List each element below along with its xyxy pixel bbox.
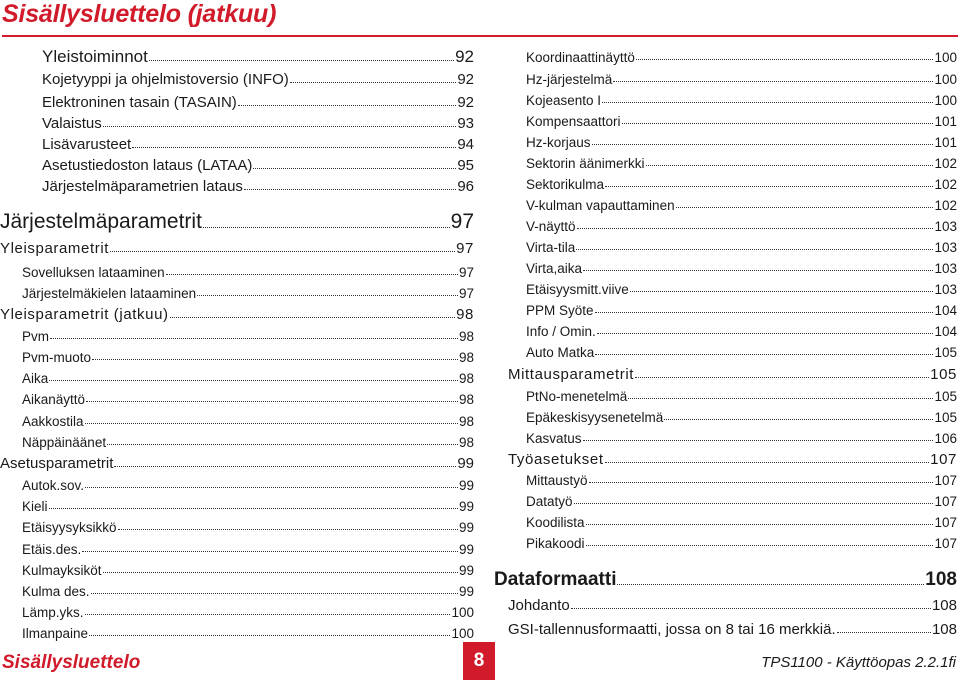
toc-entry xyxy=(526,516,957,530)
toc-entry xyxy=(526,390,957,404)
dot-leader xyxy=(110,251,455,252)
toc-entry xyxy=(22,415,474,429)
toc-entry-page: 99 xyxy=(458,541,474,557)
toc-entry-page: 102 xyxy=(934,176,957,192)
dot-leader xyxy=(253,168,456,169)
toc-entry-title: Kasvatus xyxy=(526,430,582,446)
dot-leader xyxy=(166,274,458,275)
toc-entry xyxy=(22,479,474,493)
dot-leader xyxy=(103,126,457,127)
dot-leader xyxy=(613,81,933,82)
toc-entry-page: 105 xyxy=(934,409,957,425)
toc-entry xyxy=(22,436,474,450)
toc-entry-title: Yleisparametrit (jatkuu) xyxy=(0,305,169,323)
footer-page-number: 8 xyxy=(463,642,495,680)
toc-entry-page: 107 xyxy=(930,450,957,468)
dot-leader xyxy=(85,487,458,488)
toc-entry-page: 103 xyxy=(934,260,957,276)
toc-entry-title: PPM Syöte xyxy=(526,302,594,318)
dot-leader xyxy=(837,632,931,633)
toc-entry-page: 99 xyxy=(457,454,474,472)
dot-leader xyxy=(630,291,934,292)
toc-entry xyxy=(42,48,474,65)
toc-entry-page: 92 xyxy=(455,47,474,67)
dot-leader xyxy=(132,147,456,148)
toc-entry xyxy=(22,585,474,599)
toc-entry xyxy=(526,537,957,551)
toc-entry-title: Järjestelmäparametrien lataus xyxy=(42,177,243,195)
toc-entry-page: 98 xyxy=(458,413,474,429)
toc-entry xyxy=(22,627,474,641)
toc-entry-title: Kojeasento I xyxy=(526,92,602,108)
toc-entry xyxy=(0,307,474,322)
dot-leader xyxy=(583,270,933,271)
toc-entry xyxy=(526,115,957,129)
toc-entry-title: Auto Matka xyxy=(526,344,595,360)
toc-entry xyxy=(42,72,474,87)
page-footer xyxy=(0,642,960,680)
dot-leader xyxy=(238,105,457,106)
toc-entry-title: Asetustiedoston lataus (LATAA) xyxy=(42,156,253,174)
toc-entry xyxy=(526,346,957,360)
toc-entry-page: 107 xyxy=(934,472,957,488)
toc-entry xyxy=(508,622,957,637)
toc-entry-title: Dataformaatti xyxy=(494,569,617,591)
toc-entry-title: Kojetyyppi ja ohjelmistoversio (INFO) xyxy=(42,70,289,88)
dot-leader xyxy=(605,462,930,463)
dot-leader xyxy=(576,249,933,250)
toc-entry-title: Pvm-muoto xyxy=(22,349,92,365)
toc-entry xyxy=(508,598,957,613)
dot-leader xyxy=(589,482,934,483)
toc-entry xyxy=(42,179,474,194)
toc-entry xyxy=(526,51,957,65)
dot-leader xyxy=(597,333,934,334)
toc-entry xyxy=(526,304,957,318)
dot-leader xyxy=(103,572,458,573)
title-rule xyxy=(2,35,958,37)
toc-entry-page: 100 xyxy=(934,71,957,87)
dot-leader xyxy=(82,551,458,552)
toc-entry-title: Aika xyxy=(22,370,49,386)
toc-entry-page: 99 xyxy=(458,477,474,493)
dot-leader xyxy=(646,165,934,166)
toc-entry-page: 98 xyxy=(458,328,474,344)
toc-entry-title: Epäkeskisyysenetelmä xyxy=(526,409,664,425)
toc-entry xyxy=(526,199,957,213)
toc-entry-title: Sektorikulma xyxy=(526,176,605,192)
toc-entry-title: Järjestelmäparametrit xyxy=(0,209,202,233)
toc-entry xyxy=(0,241,474,256)
toc-entry-title: Pvm xyxy=(22,328,49,344)
dot-leader xyxy=(92,359,458,360)
dot-leader xyxy=(635,377,929,378)
toc-entry-title: Virta-tila xyxy=(526,239,576,255)
toc-entry-page: 107 xyxy=(934,493,957,509)
toc-entry xyxy=(22,266,474,280)
dot-leader xyxy=(149,60,454,61)
toc-entry xyxy=(526,94,957,108)
toc-entry-page: 108 xyxy=(925,569,957,591)
toc-entry-page: 92 xyxy=(457,93,474,111)
toc-entry-title: V-näyttö xyxy=(526,218,576,234)
toc-entry xyxy=(526,262,957,276)
dot-leader xyxy=(574,503,934,504)
toc-entry xyxy=(526,241,957,255)
toc-entry xyxy=(42,137,474,152)
toc-entry-page: 108 xyxy=(931,620,957,638)
toc-entry-page: 98 xyxy=(458,349,474,365)
toc-entry-title: Kulmayksiköt xyxy=(22,562,102,578)
dot-leader xyxy=(91,593,458,594)
toc-entry xyxy=(0,456,474,471)
toc-entry-page: 105 xyxy=(930,365,957,383)
toc-entry-title: Elektroninen tasain (TASAIN) xyxy=(42,93,237,111)
toc-entry xyxy=(42,158,474,173)
dot-leader xyxy=(49,380,458,381)
toc-entry xyxy=(526,157,957,171)
toc-entry-page: 100 xyxy=(934,49,957,65)
footer-document-title: TPS1100 - Käyttöopas 2.2.1fi xyxy=(761,654,956,671)
toc-entry-title: Yleisparametrit xyxy=(0,239,110,257)
toc-entry-page: 107 xyxy=(934,514,957,530)
toc-entry xyxy=(526,474,957,488)
toc-entry xyxy=(22,393,474,407)
toc-entry-page: 105 xyxy=(934,344,957,360)
toc-entry-page: 103 xyxy=(934,218,957,234)
dot-leader xyxy=(114,466,456,467)
toc-entry xyxy=(526,432,957,446)
dot-leader xyxy=(170,317,455,318)
toc-entry-title: Virta,aika xyxy=(526,260,583,276)
dot-leader xyxy=(89,635,450,636)
toc-entry xyxy=(22,564,474,578)
toc-entry-title: Sovelluksen lataaminen xyxy=(22,264,165,280)
toc-entry xyxy=(22,330,474,344)
dot-leader xyxy=(118,529,458,530)
toc-entry-title: Asetusparametrit xyxy=(0,454,114,472)
toc-entry xyxy=(22,543,474,557)
dot-leader xyxy=(664,419,933,420)
toc-entry-page: 99 xyxy=(458,583,474,599)
toc-entry-title: Sektorin äänimerkki xyxy=(526,155,645,171)
toc-entry xyxy=(22,521,474,535)
toc-entry-page: 100 xyxy=(451,604,474,620)
toc-entry-title: Kieli xyxy=(22,498,48,514)
toc-entry-page: 104 xyxy=(934,323,957,339)
toc-entry xyxy=(526,495,957,509)
toc-entry-title: Työasetukset xyxy=(508,450,604,468)
toc-entry-title: Lämp.yks. xyxy=(22,604,84,620)
dot-leader xyxy=(50,338,458,339)
toc-entry xyxy=(22,606,474,620)
toc-entry xyxy=(0,211,474,232)
toc-entry-title: Johdanto xyxy=(508,596,570,614)
dot-leader xyxy=(628,398,933,399)
toc-entry-page: 98 xyxy=(458,370,474,386)
toc-entry xyxy=(42,116,474,131)
toc-entry-title: Info / Omin. xyxy=(526,323,596,339)
toc-entry-title: Kompensaattori xyxy=(526,113,621,129)
toc-entry-title: Datatyö xyxy=(526,493,573,509)
toc-entry-page: 97 xyxy=(456,239,474,257)
dot-leader xyxy=(86,401,458,402)
toc-entry-title: Etäisyysyksikkö xyxy=(22,519,117,535)
toc-entry-title: Pikakoodi xyxy=(526,535,585,551)
toc-entry xyxy=(22,500,474,514)
dot-leader xyxy=(197,295,458,296)
toc-entry-title: Aikanäyttö xyxy=(22,391,86,407)
toc-entry-title: Kulma des. xyxy=(22,583,90,599)
dot-leader xyxy=(85,423,458,424)
page-title: Sisällysluettelo (jatkuu) xyxy=(2,0,277,28)
toc-entry-page: 97 xyxy=(458,285,474,301)
toc-entry-title: Hz-korjaus xyxy=(526,134,591,150)
dot-leader xyxy=(586,524,934,525)
toc-entry xyxy=(526,136,957,150)
toc-entry-title: Mittaustyö xyxy=(526,472,588,488)
toc-entry xyxy=(526,325,957,339)
toc-entry xyxy=(42,95,474,110)
dot-leader xyxy=(107,444,458,445)
toc-entry-title: Ilmanpaine xyxy=(22,625,89,641)
toc-entry-page: 94 xyxy=(457,135,474,153)
toc-entry xyxy=(526,220,957,234)
dot-leader xyxy=(602,102,933,103)
toc-entry-title: Koodilista xyxy=(526,514,585,530)
toc-entry-title: Valaistus xyxy=(42,114,102,132)
toc-entry-page: 92 xyxy=(457,70,474,88)
toc-entry-page: 98 xyxy=(458,391,474,407)
toc-entry xyxy=(22,372,474,386)
toc-entry-page: 103 xyxy=(934,281,957,297)
toc-entry-page: 97 xyxy=(458,264,474,280)
toc-entry xyxy=(526,283,957,297)
toc-entry-page: 93 xyxy=(457,114,474,132)
toc-entry-page: 103 xyxy=(934,239,957,255)
toc-entry-title: Koordinaattinäyttö xyxy=(526,49,635,65)
dot-leader xyxy=(592,144,934,145)
toc-entry xyxy=(526,73,957,87)
toc-entry-page: 99 xyxy=(458,498,474,514)
dot-leader xyxy=(622,123,934,124)
dot-leader xyxy=(595,312,934,313)
toc-entry-page: 99 xyxy=(458,562,474,578)
toc-entry-title: V-kulman vapauttaminen xyxy=(526,197,675,213)
dot-leader xyxy=(577,228,934,229)
toc-entry-title: Järjestelmäkielen lataaminen xyxy=(22,285,197,301)
toc-entry-page: 97 xyxy=(450,209,474,233)
toc-entry-title: PtNo-menetelmä xyxy=(526,388,628,404)
dot-leader xyxy=(244,189,456,190)
toc-entry-title: Etäisyysmitt.viive xyxy=(526,281,629,297)
toc-entry-title: Mittausparametrit xyxy=(508,365,635,383)
toc-entry xyxy=(22,351,474,365)
dot-leader xyxy=(290,82,457,83)
dot-leader xyxy=(49,508,458,509)
toc-entry-page: 107 xyxy=(934,535,957,551)
toc-entry xyxy=(494,570,957,589)
dot-leader xyxy=(636,59,934,60)
toc-entry-page: 101 xyxy=(934,113,957,129)
toc-entry-title: Lisävarusteet xyxy=(42,135,132,153)
toc-entry-page: 108 xyxy=(931,596,957,614)
toc-entry xyxy=(508,367,957,382)
toc-entry-page: 96 xyxy=(457,177,474,195)
toc-entry-title: Autok.sov. xyxy=(22,477,85,493)
toc-entry-title: Aakkostila xyxy=(22,413,84,429)
toc-entry-page: 102 xyxy=(934,155,957,171)
toc-entry-page: 99 xyxy=(458,519,474,535)
dot-leader xyxy=(571,608,931,609)
toc-entry-title: Näppäinäänet xyxy=(22,434,107,450)
dot-leader xyxy=(676,207,934,208)
dot-leader xyxy=(586,545,934,546)
toc-entry xyxy=(508,452,957,467)
toc-entry-page: 98 xyxy=(458,434,474,450)
toc-entry-title: Etäis.des. xyxy=(22,541,82,557)
dot-leader xyxy=(617,584,924,585)
toc-entry-page: 106 xyxy=(934,430,957,446)
dot-leader xyxy=(203,227,450,228)
toc-entry-title: Hz-järjestelmä xyxy=(526,71,613,87)
toc-entry-page: 104 xyxy=(934,302,957,318)
toc-entry-page: 102 xyxy=(934,197,957,213)
toc-entry-page: 100 xyxy=(451,625,474,641)
toc-entry-page: 105 xyxy=(934,388,957,404)
toc-entry-page: 101 xyxy=(934,134,957,150)
dot-leader xyxy=(583,440,934,441)
toc-entry xyxy=(526,178,957,192)
toc-entry xyxy=(22,287,474,301)
dot-leader xyxy=(595,354,933,355)
dot-leader xyxy=(85,614,451,615)
footer-section-title: Sisällysluettelo xyxy=(2,652,141,673)
toc-entry-page: 95 xyxy=(457,156,474,174)
toc-entry-page: 98 xyxy=(456,305,474,323)
dot-leader xyxy=(605,186,933,187)
toc-entry xyxy=(526,411,957,425)
toc-entry-title: GSI-tallennusformaatti, jossa on 8 tai 16 merkkiä. xyxy=(508,620,836,638)
toc-entry-title: Yleistoiminnot xyxy=(42,47,148,67)
toc-entry-page: 100 xyxy=(934,92,957,108)
